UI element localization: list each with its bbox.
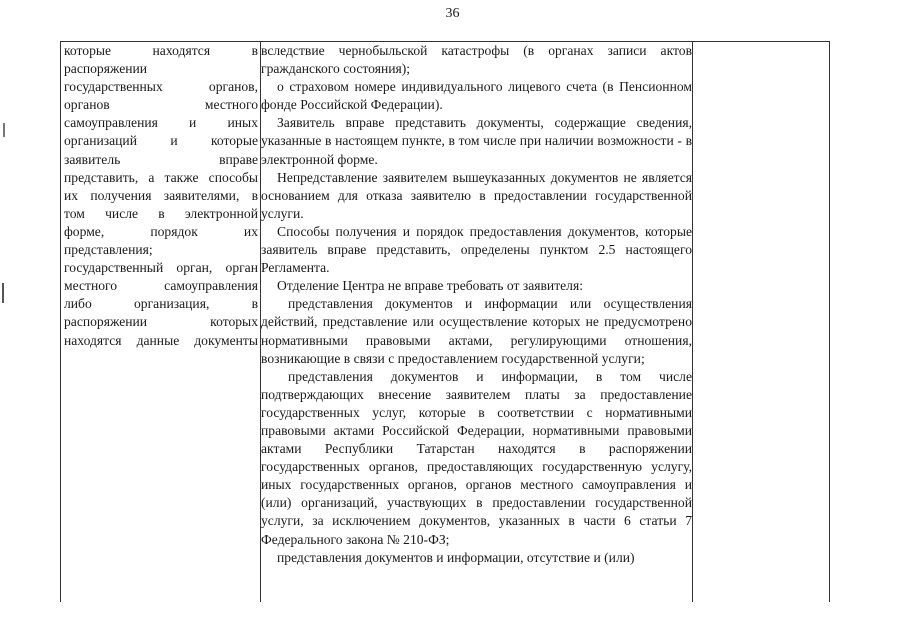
left-line: организаций и которые bbox=[64, 133, 258, 149]
left-line: самоуправления и иных bbox=[64, 115, 258, 131]
left-line: их получения заявителями, в bbox=[64, 187, 258, 203]
left-line: которые находятся в bbox=[64, 43, 258, 58]
paragraph: представления документов и информации или осуществления действий, представление или осуществление которых не предусмотрено нормативными правовыми актами, регулирующими отношения, возникающие в связи с предоставлением государственной услуги; bbox=[261, 296, 692, 366]
left-line: местного самоуправления bbox=[64, 278, 258, 294]
page-number: 36 bbox=[445, 6, 460, 21]
left-line: государственный орган, орган bbox=[64, 260, 258, 276]
right-column-cell bbox=[693, 42, 830, 602]
left-column-cell bbox=[61, 42, 261, 602]
scan-artifact bbox=[3, 123, 5, 137]
left-line: органов местного bbox=[64, 97, 258, 113]
left-line: либо организация, в bbox=[64, 296, 258, 312]
paragraph: Отделение Центра не вправе требовать от заявителя: bbox=[277, 278, 583, 294]
left-line: форме, порядок их bbox=[64, 223, 258, 239]
left-line: распоряжении bbox=[64, 61, 148, 77]
paragraph: Способы получения и порядок предоставления документов, которые заявитель вправе представить, определены пунктом 2.5 настоящего Регламента. bbox=[261, 223, 692, 276]
left-line: представления; bbox=[64, 242, 153, 258]
paragraph: о страховом номере индивидуального лицевого счета (в Пенсионном фонде Российской Федерации). bbox=[261, 79, 692, 113]
left-line: заявитель вправе bbox=[64, 151, 258, 167]
middle-column-cell bbox=[261, 42, 693, 602]
left-line: распоряжении которых bbox=[64, 314, 258, 330]
paragraph: Непредставление заявителем вышеуказанных документов не является основанием для отказа заявителю в предоставлении государственной услуги. bbox=[261, 169, 692, 221]
left-line: находятся данные документы bbox=[64, 332, 258, 348]
paragraph: представления документов и информации, отсутствие и (или) bbox=[277, 549, 635, 565]
left-line: представить, а также способы bbox=[64, 169, 258, 185]
paragraph: представления документов и информации, в том числе подтверждающих внесение заявителем платы за предоставление государственных услуг, которые в соответствии с нормативными правовыми актами Российской Федерации, нормативными правовыми актами Республики Татарстан находятся в распоряжении государственных органов, предоставляющих государственную услугу, иных государственных органов, органов местного самоуправления и (или) организаций, участвующих в предоставлении государственной услуги, за исключением документов, указанных в части 6 статьи 7 Федерального закона № 210-ФЗ; bbox=[261, 368, 692, 547]
paragraph: Заявитель вправе представить документы, содержащие сведения, указанные в настоящем пункте, в том числе при наличии возможности - в электронной форме. bbox=[261, 115, 692, 167]
left-line: государственных органов, bbox=[64, 79, 258, 95]
paragraph: вследствие чернобыльской катастрофы (в органах записи актов гражданского состояния); bbox=[261, 43, 692, 77]
document-table bbox=[60, 41, 830, 602]
left-line: том числе в электронной bbox=[64, 205, 258, 221]
scan-artifact bbox=[2, 283, 4, 303]
